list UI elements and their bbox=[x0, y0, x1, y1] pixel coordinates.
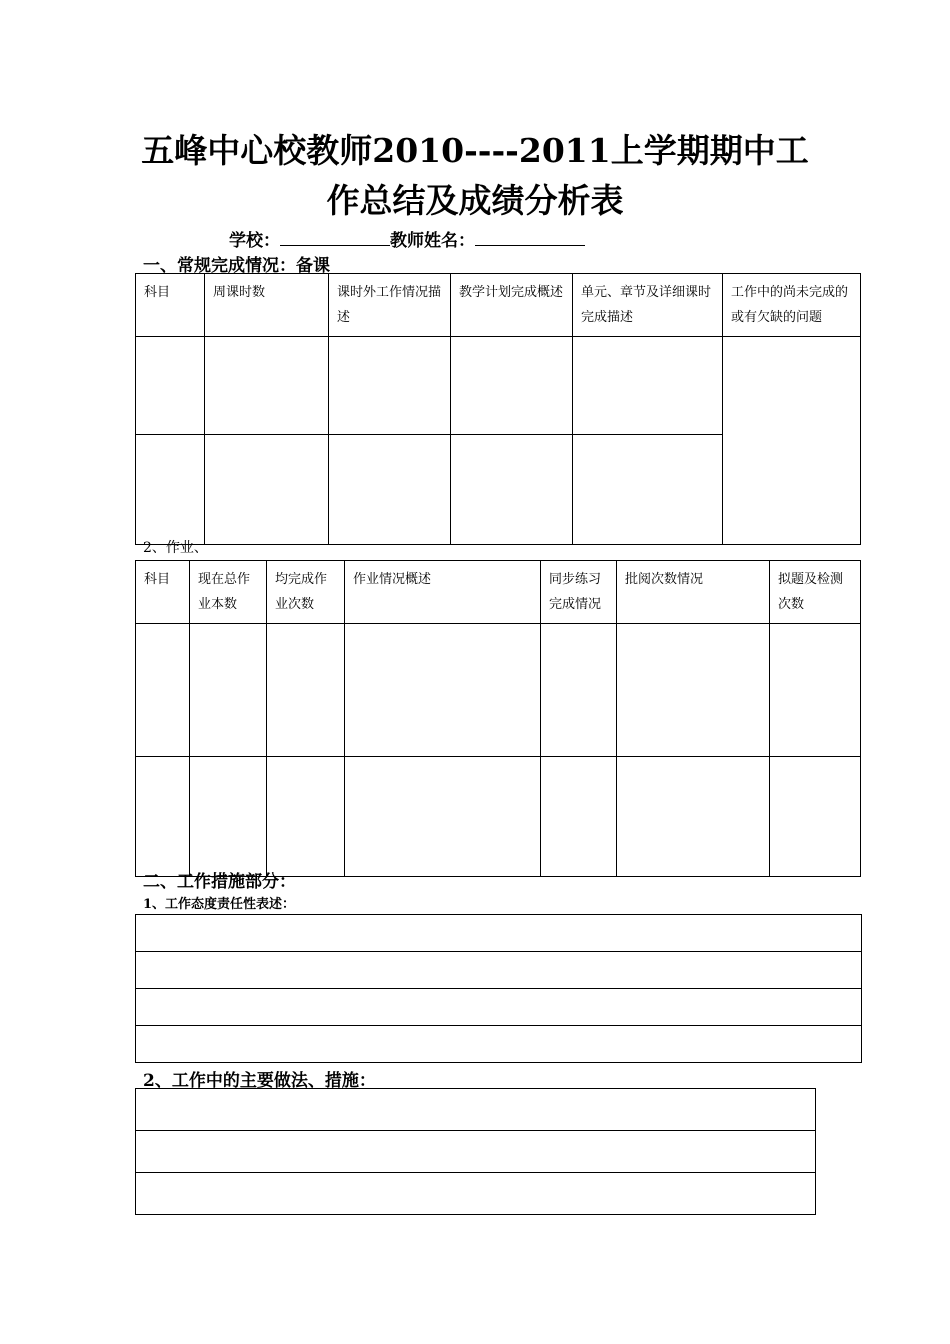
table-row bbox=[136, 337, 861, 435]
table-row bbox=[136, 1173, 816, 1215]
teacher-name-label: 教师姓名： bbox=[390, 231, 475, 251]
table-cell[interactable] bbox=[617, 624, 770, 757]
col-header-avg-completed: 均完成作业次数 bbox=[267, 561, 345, 624]
page-title-line2: 作总结及成绩分析表 bbox=[326, 181, 624, 220]
col-header-grading-count: 批阅次数情况 bbox=[617, 561, 770, 624]
table-cell[interactable] bbox=[267, 757, 345, 877]
col-header-plan-completion: 教学计划完成概述 bbox=[451, 274, 573, 337]
table-row bbox=[136, 757, 861, 877]
main-measures-table bbox=[135, 1088, 816, 1215]
table-cell[interactable] bbox=[267, 624, 345, 757]
school-field[interactable] bbox=[280, 228, 390, 246]
table-cell[interactable] bbox=[136, 952, 862, 989]
table-cell[interactable] bbox=[573, 337, 723, 435]
table-cell[interactable] bbox=[541, 757, 617, 877]
table-cell[interactable] bbox=[205, 435, 329, 545]
table-cell[interactable] bbox=[451, 337, 573, 435]
table-cell[interactable] bbox=[541, 624, 617, 757]
table-cell[interactable] bbox=[136, 337, 205, 435]
table-cell[interactable] bbox=[190, 624, 267, 757]
col-header-subject: 科目 bbox=[136, 274, 205, 337]
page-title-line1: 五峰中心校教师2010----2011上学期期中工 bbox=[141, 131, 809, 170]
table-row bbox=[136, 952, 862, 989]
table-cell[interactable] bbox=[329, 337, 451, 435]
col-header-outstanding-issues: 工作中的尚未完成的或有欠缺的问题 bbox=[723, 274, 861, 337]
table-cell[interactable] bbox=[205, 337, 329, 435]
table-header-row bbox=[136, 274, 861, 337]
teacher-name-field[interactable] bbox=[475, 228, 585, 246]
col-header-weekly-hours: 周课时数 bbox=[205, 274, 329, 337]
section2-heading: 二、工作措施部分： bbox=[143, 872, 296, 892]
table-row bbox=[136, 1089, 816, 1131]
table-cell[interactable] bbox=[136, 1173, 816, 1215]
table-cell-merged[interactable] bbox=[723, 337, 861, 545]
col-header-subject: 科目 bbox=[136, 561, 190, 624]
table-cell[interactable] bbox=[136, 989, 862, 1026]
table-row bbox=[136, 624, 861, 757]
col-header-homework-overview: 作业情况概述 bbox=[345, 561, 541, 624]
table-cell[interactable] bbox=[617, 757, 770, 877]
table-cell[interactable] bbox=[136, 1026, 862, 1063]
col-header-test-count: 拟题及检测次数 bbox=[770, 561, 861, 624]
table-cell[interactable] bbox=[136, 915, 862, 952]
col-header-extra-work: 课时外工作情况描述 bbox=[329, 274, 451, 337]
col-header-total-books: 现在总作业本数 bbox=[190, 561, 267, 624]
table-cell[interactable] bbox=[770, 757, 861, 877]
table-cell[interactable] bbox=[136, 1131, 816, 1173]
table-cell[interactable] bbox=[190, 757, 267, 877]
table-cell[interactable] bbox=[136, 435, 205, 545]
table-cell[interactable] bbox=[136, 1089, 816, 1131]
col-header-sync-practice: 同步练习完成情况 bbox=[541, 561, 617, 624]
table-row bbox=[136, 1026, 862, 1063]
lesson-prep-table bbox=[135, 273, 861, 545]
table-cell[interactable] bbox=[345, 757, 541, 877]
homework-heading: 2、作业、 bbox=[143, 540, 208, 556]
header-fields bbox=[229, 226, 585, 251]
homework-table bbox=[135, 560, 861, 877]
table-cell[interactable] bbox=[136, 757, 190, 877]
table-cell[interactable] bbox=[451, 435, 573, 545]
table-header-row bbox=[136, 561, 861, 624]
table-cell[interactable] bbox=[345, 624, 541, 757]
col-header-unit-details: 单元、章节及详细课时完成描述 bbox=[573, 274, 723, 337]
table-row bbox=[136, 1131, 816, 1173]
table-cell[interactable] bbox=[573, 435, 723, 545]
work-attitude-table bbox=[135, 914, 862, 1063]
table-cell[interactable] bbox=[329, 435, 451, 545]
section1-heading: 一、常规完成情况：备课 bbox=[143, 256, 330, 276]
school-label: 学校： bbox=[229, 231, 280, 251]
table-row bbox=[136, 989, 862, 1026]
section2-sub1-heading: 1、工作态度责任性表述： bbox=[143, 897, 296, 912]
table-row bbox=[136, 915, 862, 952]
table-cell[interactable] bbox=[770, 624, 861, 757]
section2-sub2-heading: 2、工作中的主要做法、措施： bbox=[143, 1071, 376, 1091]
table-cell[interactable] bbox=[136, 624, 190, 757]
